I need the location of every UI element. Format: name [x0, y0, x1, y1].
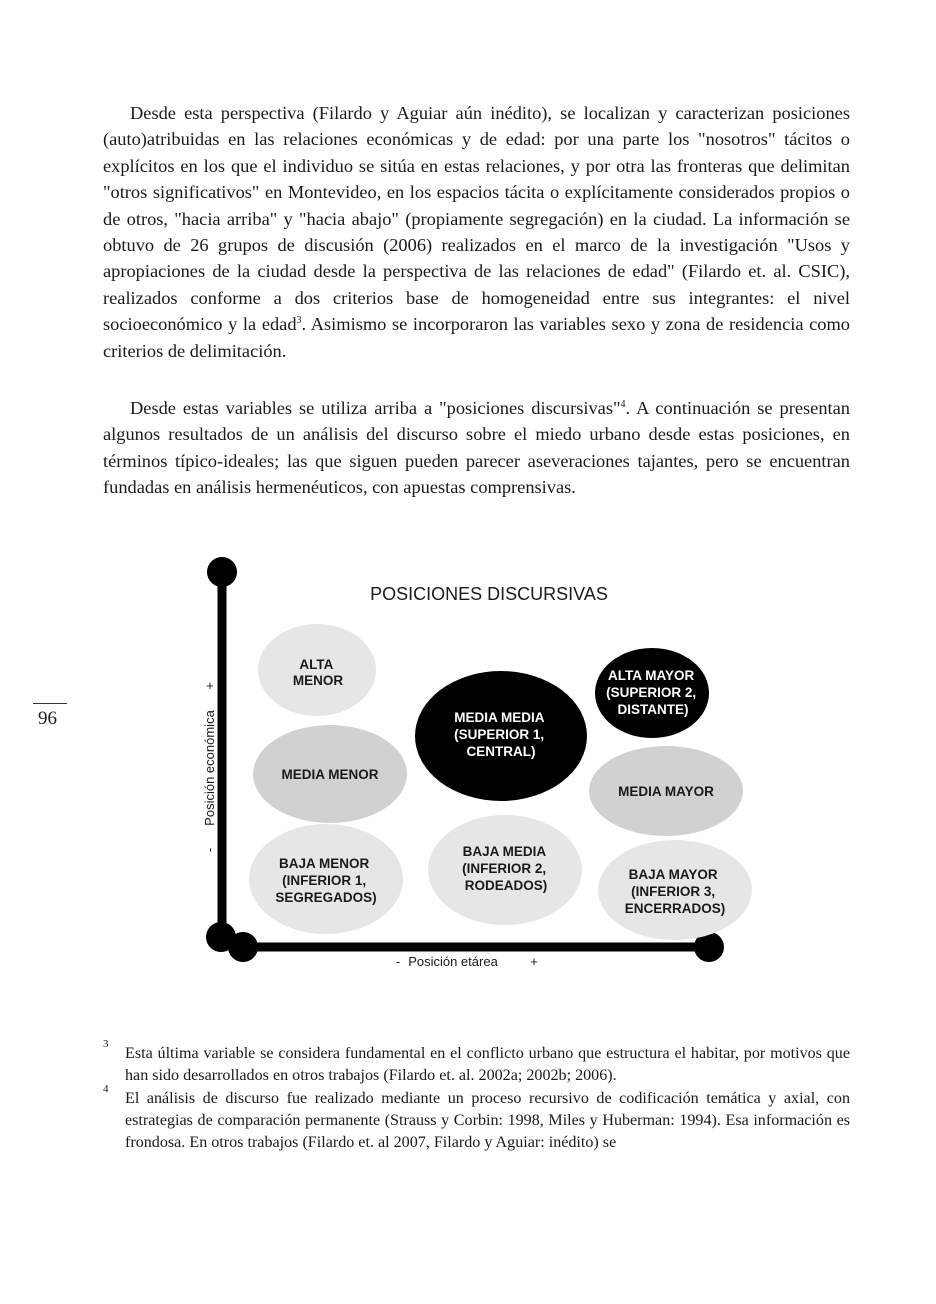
paragraph-2-text-b: . A continuación se presentan algunos resultados de un análisis del discurso sobre el miedo urbano desde estas posiciones, en términos típico-ideales; las que siguen pueden parecer aseveraciones tajantes, pero se encuentran fundadas en análisis hermenéuticos, con apuestas comprensivas. — [103, 398, 850, 498]
label-media-media: MEDIA MEDIA (SUPERIOR 1, CENTRAL) — [454, 710, 545, 759]
page-number: 96 — [38, 708, 57, 729]
footnote-4-text: El análisis de discurso fue realizado mediante un proceso recursivo de codificación temática y axial, con estrategias de comparación permanente (Strauss y Corbin: 1998, Miles y Huberman: 1994). Esa información es frondosa. En otros trabajos (Filardo et. al 2007, Filardo y Aguiar: inédito) se — [125, 1090, 850, 1152]
x-axis-plus: + — [530, 954, 538, 969]
y-axis-label-group — [202, 682, 217, 852]
x-axis-label: Posición etárea — [408, 954, 498, 969]
posiciones-discursivas-diagram — [195, 545, 765, 980]
footnote-3-mark: 3 — [103, 1038, 109, 1050]
paragraph-2-text-a: Desde estas variables se utiliza arriba a "posiciones discursivas" — [130, 398, 621, 418]
paragraph-1-text-b: . Asimismo se incorporaron las variables sexo y zona de residencia como criterios de delimitación. — [103, 314, 851, 361]
label-baja-mayor: BAJA MAYOR (INFERIOR 3, ENCERRADOS) — [624, 867, 726, 916]
label-media-menor: MEDIA MENOR — [281, 767, 379, 782]
x-axis-origin-endpoint — [228, 932, 258, 962]
label-media-mayor: MEDIA MAYOR — [618, 784, 714, 799]
page-number-rule — [33, 703, 67, 704]
footnote-3-text: Esta última variable se considera fundamental en el conflicto urbano que estructura el habitar, por motivos que han sido desarrollados en otros trabajos (Filardo et. al. 2002a; 2002b; 2006). — [125, 1045, 850, 1085]
label-baja-menor: BAJA MENOR (INFERIOR 1, SEGREGADOS) — [275, 856, 377, 905]
footnote-4-mark: 4 — [103, 1083, 109, 1095]
y-axis-label: Posición económica — [202, 710, 217, 826]
diagram-title: POSICIONES DISCURSIVAS — [370, 584, 608, 604]
y-axis-top-endpoint — [207, 557, 237, 587]
body-paragraph-2 — [103, 395, 850, 501]
label-baja-media: BAJA MEDIA (INFERIOR 2, RODEADOS) — [462, 844, 548, 893]
label-alta-mayor: ALTA MAYOR (SUPERIOR 2, DISTANTE) — [606, 668, 697, 717]
label-alta-menor: ALTA MENOR — [292, 657, 344, 688]
body-paragraph-1 — [103, 100, 850, 364]
y-axis-minus: - — [202, 847, 217, 853]
y-axis-plus: + — [202, 682, 217, 690]
footnote-ref-3: 3 — [296, 315, 302, 327]
x-axis-minus: - — [395, 954, 401, 969]
paragraph-1-text-a: Desde esta perspectiva (Filardo y Aguiar aún inédito), se localizan y caracterizan posiciones (auto)atribuidas en las relaciones económicas y de edad: por una parte los "nosotros" tácitos o explícitos en los que el individuo se sitúa en estas relaciones, y por otra las fronteras que delimitan "otros significativos" en Montevideo, en los espacios tácita o explícitamente considerados propios o de otros, "hacia arriba" y "hacia abajo" (propiamente segregación) en la ciudad. La información se obtuvo de 26 grupos de discusión (2006) realizados en el marco de la investigación "Usos y apropiaciones de la ciudad desde la perspectiva de las relaciones de edad" (Filardo et. al. CSIC), realizados conforme a dos criterios base de homogeneidad entre sus integrantes: el nivel socioeconómico y la edad — [103, 103, 850, 335]
footnote-ref-4: 4 — [620, 399, 626, 410]
